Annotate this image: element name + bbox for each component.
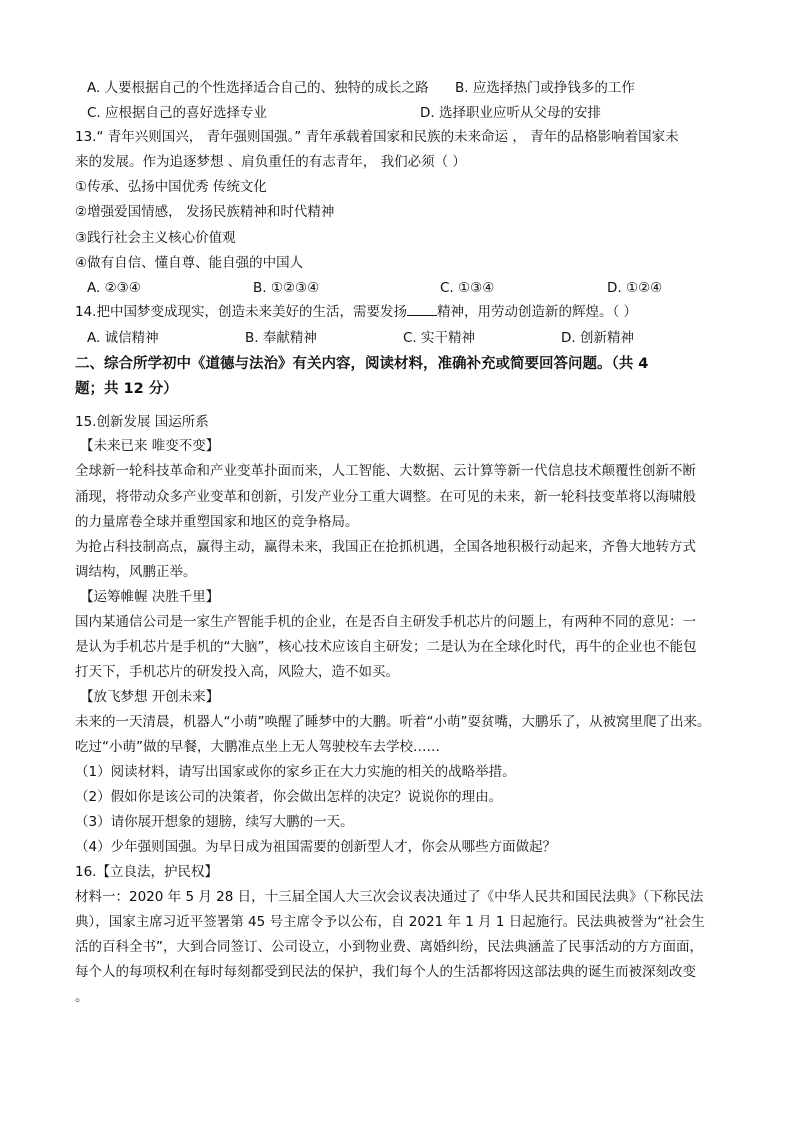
q13-stem-line-2: 来的发展。作为追逐梦想 、肩负重任的有志青年， 我们必须（ ） <box>75 154 466 170</box>
q13-stem-line-1: 13.“ 青年兴则国兴， 青年强则国强。” 青年承载着国家和民族的未来命运 ， 青年的品格影响着国家未 <box>75 129 679 145</box>
q15-subheading-3: 【放飞梦想 开创未来】 <box>80 689 220 705</box>
q14-option-d: D. 创新精神 <box>561 330 634 346</box>
q14-stem-end: 精神，用劳动创造新的辉煌。（ ） <box>436 304 638 320</box>
q13-option-a: A. ②③④ <box>87 280 141 296</box>
q15-question-4: （4）少年强则国强。为早日成为祖国需要的创新型人才，你会从哪些方面做起？ <box>75 839 557 855</box>
q15-paragraph-2-line-3: 打天下，手机芯片的研发投入高，风险大，造不如买。 <box>75 664 399 680</box>
q16-material-line-1: 材料一：2020 年 5 月 28 日，十三届全国人大三次会议表决通过了《中华人民共和国民法典》（下称民法 <box>75 889 704 905</box>
q13-option-d: D. ①②④ <box>607 280 663 296</box>
q14-option-b: B. 奉献精神 <box>245 330 317 346</box>
q15-paragraph-1-line-2: 涌现，将带动众多产业变革和创新，引发产业分工重大调整。在可见的未来，新一轮科技变革将以海啸般 <box>75 489 696 505</box>
q15-paragraph-1-line-4: 为抢占科技制高点，赢得主动，赢得未来，我国正在抢抓机遇，全国各地积极行动起来，齐鲁大地转方式 <box>75 539 696 555</box>
q12-option-c: C. 应根据自己的喜好选择专业 <box>87 105 268 121</box>
q16-title: 16.【立良法，护民权】 <box>75 864 218 880</box>
q16-material-line-2: 典），国家主席习近平签署第 45 号主席令予以公布，自 2021 年 1 月 1 日起施行。民法典被誉为“社会生 <box>75 914 705 930</box>
q12-option-d: D. 选择职业应听从父母的安排 <box>420 105 601 121</box>
q15-paragraph-2-line-2: 是认为手机芯片是手机的“大脑”，核心技术应该自主研发；二是认为在全球化时代，再牛的企业也不能包 <box>75 639 697 655</box>
q15-paragraph-3-line-1: 未来的一天清晨，机器人“小萌”唤醒了睡梦中的大鹏。听着“小萌”耍贫嘴，大鹏乐了，从被窝里爬了出来。 <box>75 714 711 730</box>
q15-question-1: （1）阅读材料，请写出国家或你的家乡正在大力实施的相关的战略举措。 <box>75 764 516 780</box>
q15-question-3: （3）请你展开想象的翅膀，续写大鹏的一天。 <box>75 814 354 830</box>
q13-option-c: C. ①③④ <box>440 280 495 296</box>
q15-subheading-2: 【运筹帷幄 决胜千里】 <box>80 589 220 605</box>
q14-stem-start: 14.把中国梦变成现实，创造未来美好的生活，需要发扬 <box>75 304 407 320</box>
q15-paragraph-1-line-5: 调结构，风鹏正举。 <box>75 564 197 580</box>
q15-subheading-1: 【未来已来 唯变不变】 <box>80 438 220 454</box>
q12-option-a: A. 人要根据自己的个性选择适合自己的、独特的成长之路 <box>87 80 429 96</box>
q15-question-2: （2）假如你是该公司的决策者，你会做出怎样的决定？说说你的理由。 <box>75 789 503 805</box>
q13-item-4: ④做有自信、懂自尊、能自强的中国人 <box>75 255 304 271</box>
section-heading-line-2: 题；共 12 分） <box>75 381 178 397</box>
q13-option-b: B. ①②③④ <box>253 280 320 296</box>
q15-paragraph-1-line-3: 的力量席卷全球并重塑国家和地区的竞争格局。 <box>75 514 359 530</box>
section-heading-line-1: 二、综合所学初中《道德与法治》有关内容，阅读材料，准确补充或简要回答问题。（共 4 <box>75 356 649 372</box>
q14-option-a: A. 诚信精神 <box>87 330 159 346</box>
q14-option-c: C. 实干精神 <box>403 330 476 346</box>
q14-stem <box>75 303 637 321</box>
q16-material-line-4: 每个人的每项权利在每时每刻都受到民法的保护，我们每个人的生活都将因这部法典的诞生而被深刻改变 <box>75 964 696 980</box>
q12-option-b: B. 应选择热门或挣钱多的工作 <box>455 80 635 96</box>
q16-material-line-5: 。 <box>75 989 89 1005</box>
q15-title: 15.创新发展 国运所系 <box>75 414 209 430</box>
q15-paragraph-3-line-2: 吃过“小萌”做的早餐，大鹏准点坐上无人驾驶校车去学校…… <box>75 739 440 755</box>
q15-paragraph-1-line-1: 全球新一轮科技革命和产业变革扑面而来，人工智能、大数据、云计算等新一代信息技术颠覆性创新不断 <box>75 463 696 479</box>
q13-item-2: ②增强爱国情感， 发扬民族精神和时代精神 <box>75 204 335 220</box>
q15-paragraph-2-line-1: 国内某通信公司是一家生产智能手机的企业，在是否自主研发手机芯片的问题上，有两种不同的意见：一 <box>75 614 696 630</box>
q13-item-3: ③践行社会主义核心价值观 <box>75 230 236 246</box>
q16-material-line-3: 活的百科全书”，大到合同签订、公司设立，小到物业费、离婚纠纷，民法典涵盖了民事活动的方方面面， <box>75 939 703 955</box>
q13-item-1: ①传承、弘扬中国优秀 传统文化 <box>75 179 267 195</box>
q14-answer-blank <box>407 303 437 316</box>
